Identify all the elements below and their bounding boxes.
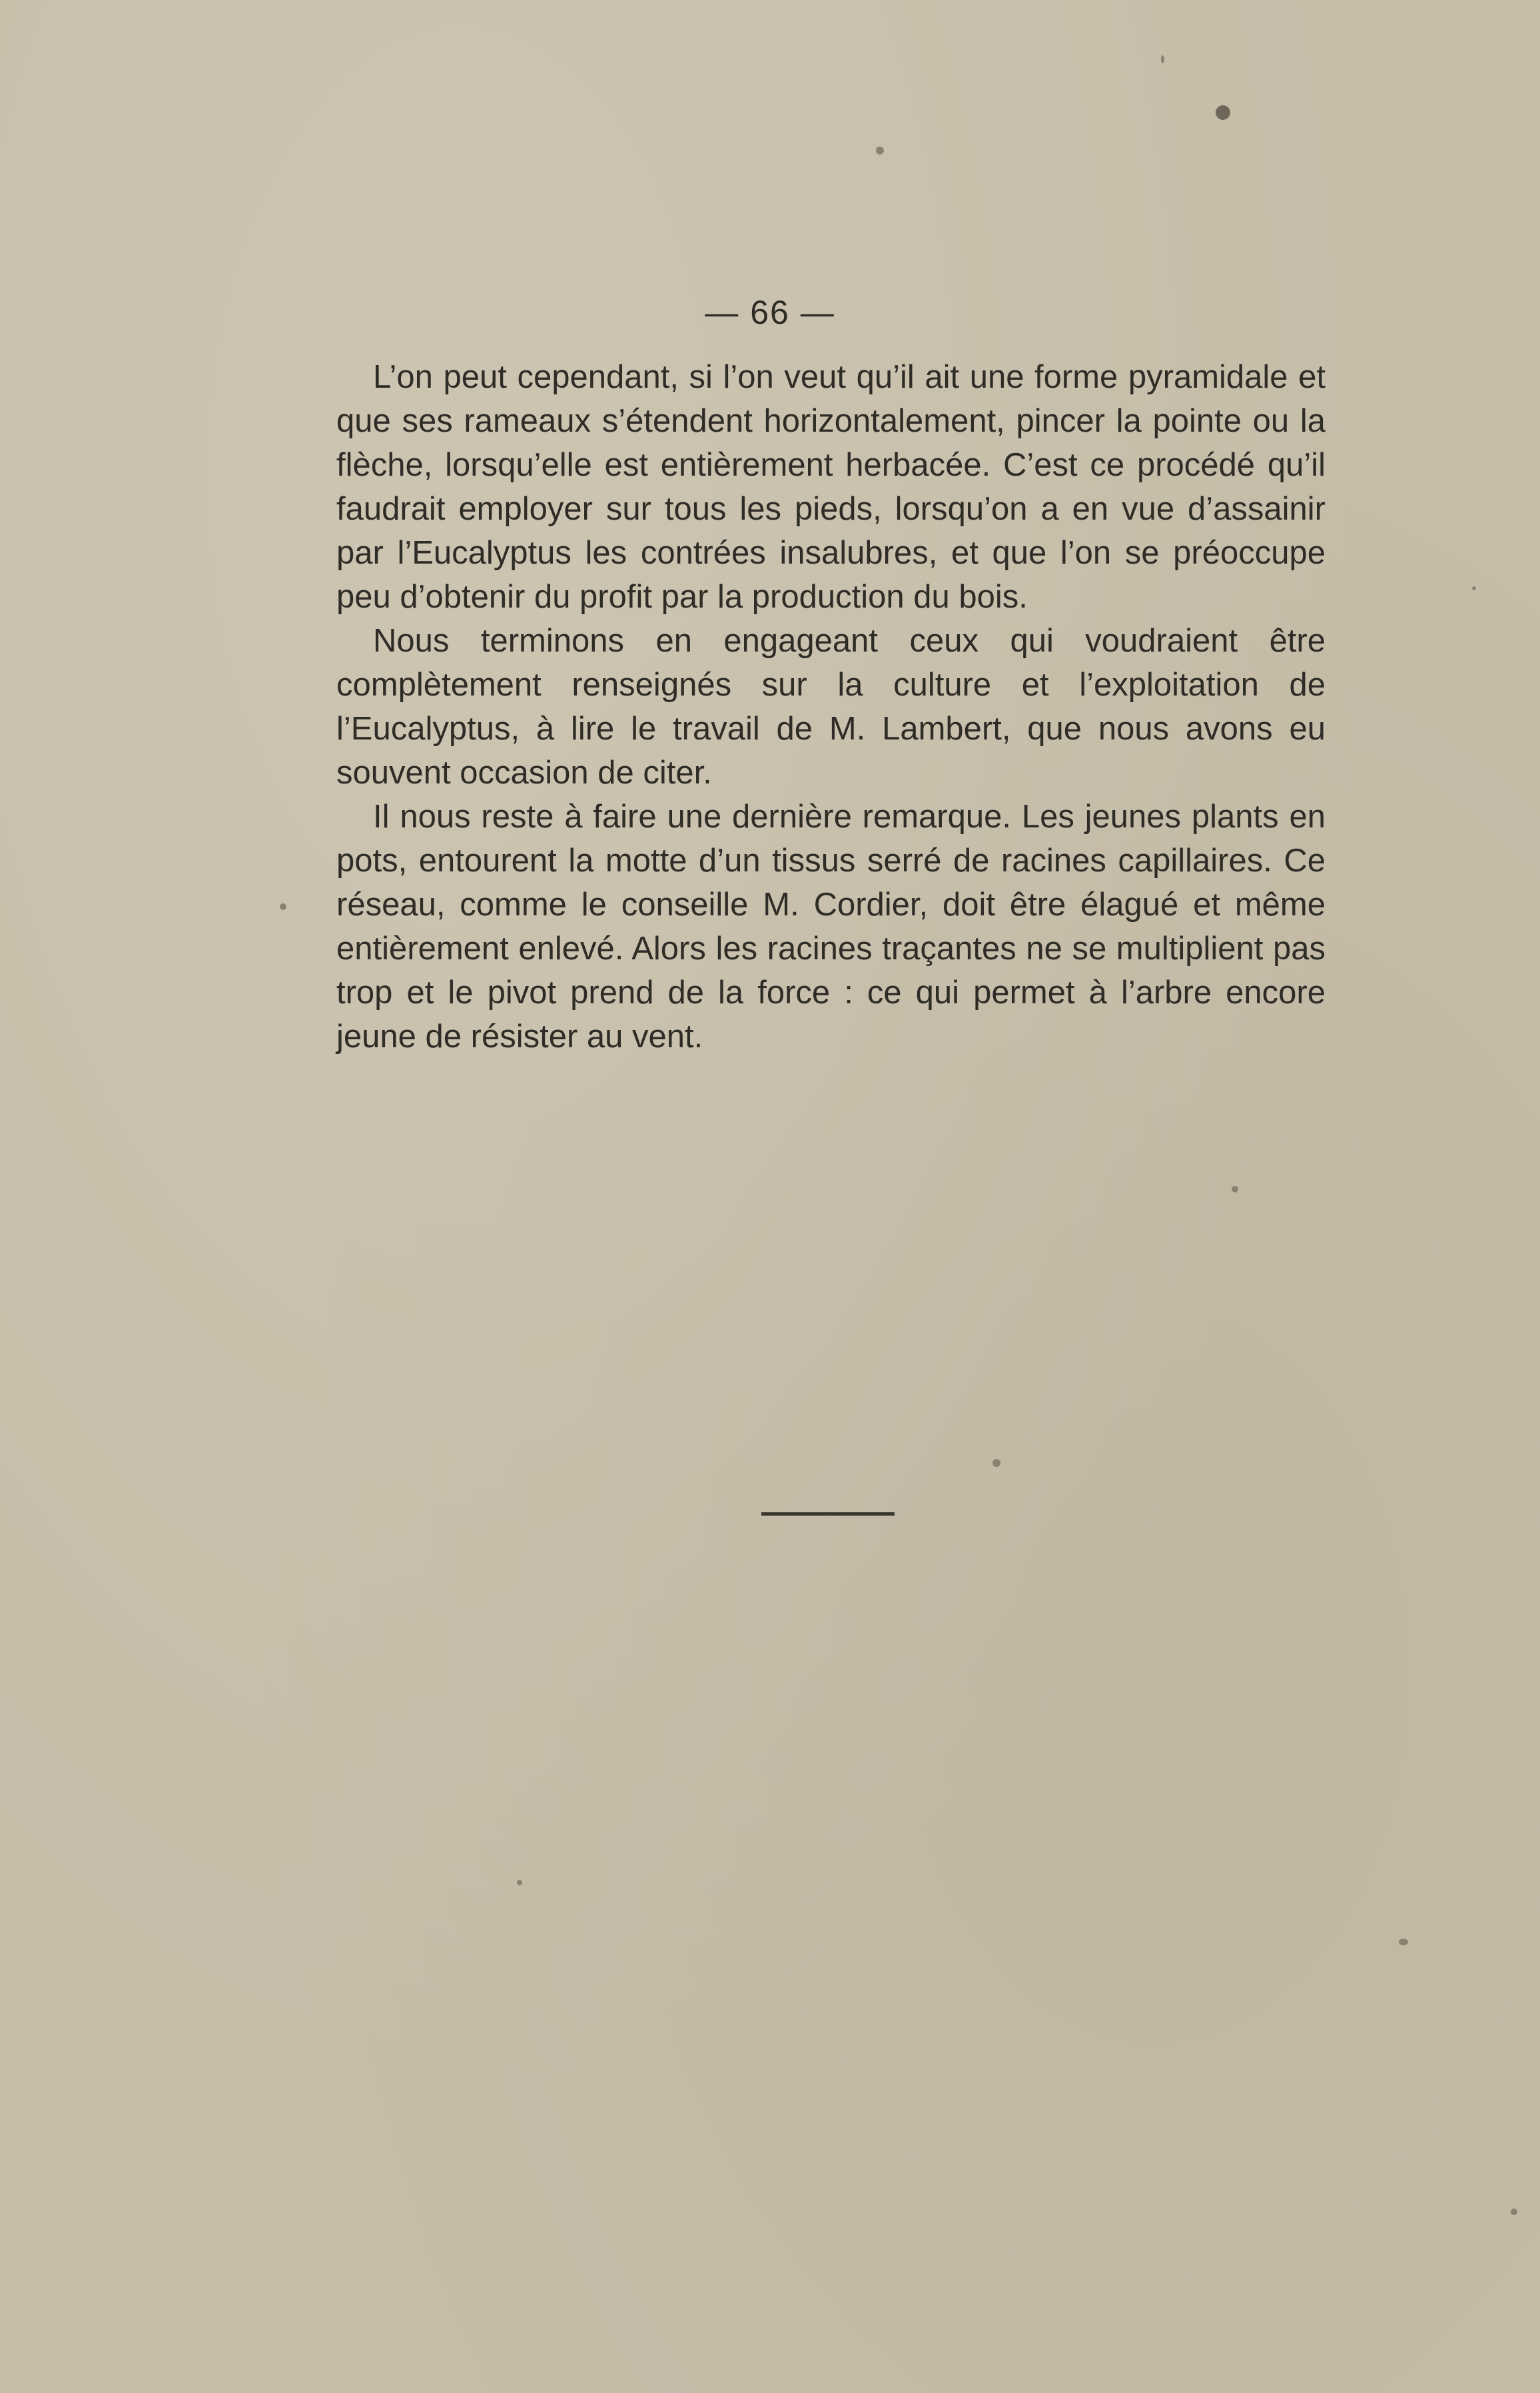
paper-speck [1161,55,1164,63]
paper-speck [1232,1186,1238,1193]
closing-rule [761,1512,895,1516]
paper-speck [992,1459,1000,1467]
paper-speck [280,903,286,910]
paragraph-2: Nous terminons en engageant ceux qui voudraient être complètement renseignés sur la culture et l’exploitation de l’Eucalyptus, à lire le travail de M. Lambert, que nous avons eu souvent occasion de citer. [336,623,1326,791]
body-text [336,355,1326,1059]
paper-speck [1399,1939,1408,1945]
paper-speck [1216,105,1230,120]
paper-speck [517,1880,522,1885]
paragraph-1: L’on peut cependant, si l’on veut qu’il ait une forme pyramidale et que ses rameaux s’étendent horizontalement, pincer la pointe ou la flèche, lorsqu’elle est entièrement herbacée. C’est ce procédé qu’il faudrait employer sur tous les pieds, lorsqu’on a en vue d’assainir par l’Eucalyptus les contrées insalubres, et que l’on se préoccupe peu d’obtenir du profit par la production du bois. [336,359,1326,615]
paper-speck [1511,2208,1517,2215]
paper-speck [1472,586,1476,590]
page-number: — 66 — [705,294,835,331]
paragraph-3: Il nous reste à faire une dernière remarque. Les jeunes plants en pots, entourent la motte d’un tissus serré de racines capillaires. Ce réseau, comme le conseille M. Cordier, doit être élagué et même entièrement enlevé. Alors les racines traçantes ne se multiplient pas trop et le pivot prend de la force : ce qui permet à l’arbre encore jeune de résister au vent. [336,799,1326,1055]
paper-speck [876,147,884,155]
